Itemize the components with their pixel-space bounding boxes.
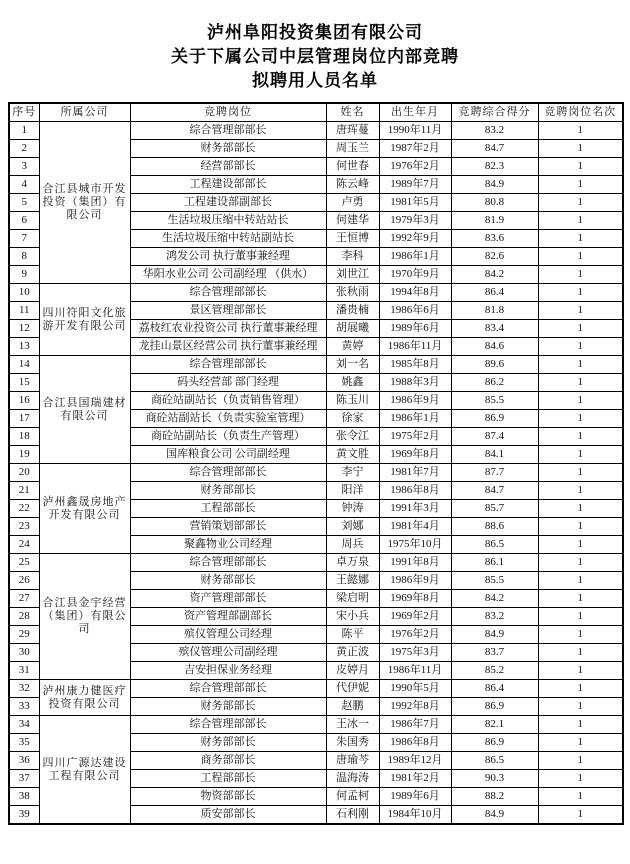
score-cell: 83.4 <box>451 320 538 338</box>
birth-cell: 1991年3月 <box>379 500 451 518</box>
position-cell: 商务部部长 <box>130 752 326 770</box>
serial-cell: 17 <box>9 410 39 428</box>
serial-cell: 18 <box>9 428 39 446</box>
table-row <box>9 464 623 482</box>
score-cell: 86.9 <box>451 410 538 428</box>
name-cell: 宋小兵 <box>326 608 379 626</box>
serial-cell: 1 <box>9 122 39 140</box>
score-cell: 84.7 <box>451 482 538 500</box>
score-cell: 81.9 <box>451 212 538 230</box>
birth-cell: 1986年8月 <box>379 482 451 500</box>
rank-cell: 1 <box>538 806 623 825</box>
position-cell: 国库粮食公司 公司副经理 <box>130 446 326 464</box>
header-cell: 姓名 <box>326 103 379 122</box>
birth-cell: 1981年4月 <box>379 518 451 536</box>
title-line-2: 关于下属公司中层管理岗位内部竞聘 <box>171 47 459 66</box>
serial-cell: 27 <box>9 590 39 608</box>
name-cell: 黄正波 <box>326 644 379 662</box>
rank-cell: 1 <box>538 608 623 626</box>
rank-cell: 1 <box>538 788 623 806</box>
serial-cell: 25 <box>9 554 39 572</box>
name-cell: 李宁 <box>326 464 379 482</box>
position-cell: 工程建设部部长 <box>130 176 326 194</box>
name-cell: 陈云峰 <box>326 176 379 194</box>
birth-cell: 1992年9月 <box>379 230 451 248</box>
rank-cell: 1 <box>538 644 623 662</box>
table-row <box>9 716 623 734</box>
name-cell: 胡展曦 <box>326 320 379 338</box>
company-cell: 泸州康力健医疗投资有限公司 <box>39 680 130 716</box>
birth-cell: 1990年5月 <box>379 680 451 698</box>
position-cell: 财务部部长 <box>130 572 326 590</box>
score-cell: 88.2 <box>451 788 538 806</box>
serial-cell: 15 <box>9 374 39 392</box>
name-cell: 王懿娜 <box>326 572 379 590</box>
position-cell: 龙挂山景区经营公司 执行董事兼经理 <box>130 338 326 356</box>
serial-cell: 36 <box>9 752 39 770</box>
name-cell: 阳洋 <box>326 482 379 500</box>
rank-cell: 1 <box>538 734 623 752</box>
score-cell: 88.6 <box>451 518 538 536</box>
page-title <box>0 21 630 93</box>
rank-cell: 1 <box>538 392 623 410</box>
rank-cell: 1 <box>538 284 623 302</box>
score-cell: 86.1 <box>451 554 538 572</box>
name-cell: 王恒博 <box>326 230 379 248</box>
title-line-1: 泸州阜阳投资集团有限公司 <box>207 23 423 42</box>
position-cell: 鸿发公司 执行董事兼经理 <box>130 248 326 266</box>
table-row <box>9 554 623 572</box>
position-cell: 荔枝红农业投资公司 执行董事兼经理 <box>130 320 326 338</box>
position-cell: 资产管理部副部长 <box>130 608 326 626</box>
table-row <box>9 356 623 374</box>
birth-cell: 1990年11月 <box>379 122 451 140</box>
serial-cell: 31 <box>9 662 39 680</box>
position-cell: 殡仪管理公司副经理 <box>130 644 326 662</box>
birth-cell: 1986年7月 <box>379 716 451 734</box>
name-cell: 何建华 <box>326 212 379 230</box>
serial-cell: 28 <box>9 608 39 626</box>
birth-cell: 1991年8月 <box>379 554 451 572</box>
header-row <box>9 103 623 122</box>
birth-cell: 1989年12月 <box>379 752 451 770</box>
rank-cell: 1 <box>538 320 623 338</box>
position-cell: 工程部部长 <box>130 500 326 518</box>
position-cell: 财务部部长 <box>130 482 326 500</box>
score-cell: 83.2 <box>451 122 538 140</box>
position-cell: 商砼站副站长（负责生产管理） <box>130 428 326 446</box>
position-cell: 华阳水业公司 公司副经理 （供水） <box>130 266 326 284</box>
rank-cell: 1 <box>538 662 623 680</box>
name-cell: 陈平 <box>326 626 379 644</box>
score-cell: 82.6 <box>451 248 538 266</box>
score-cell: 83.2 <box>451 608 538 626</box>
name-cell: 潘贵楠 <box>326 302 379 320</box>
rank-cell: 1 <box>538 194 623 212</box>
position-cell: 财务部部长 <box>130 698 326 716</box>
score-cell: 84.6 <box>451 338 538 356</box>
serial-cell: 19 <box>9 446 39 464</box>
birth-cell: 1975年3月 <box>379 644 451 662</box>
name-cell: 卢勇 <box>326 194 379 212</box>
birth-cell: 1969年8月 <box>379 590 451 608</box>
rank-cell: 1 <box>538 158 623 176</box>
score-cell: 86.2 <box>451 374 538 392</box>
rank-cell: 1 <box>538 446 623 464</box>
birth-cell: 1969年8月 <box>379 446 451 464</box>
rank-cell: 1 <box>538 302 623 320</box>
birth-cell: 1987年2月 <box>379 140 451 158</box>
name-cell: 皮婷月 <box>326 662 379 680</box>
serial-cell: 39 <box>9 806 39 825</box>
score-cell: 86.9 <box>451 734 538 752</box>
birth-cell: 1985年8月 <box>379 356 451 374</box>
position-cell: 资产管理部部长 <box>130 590 326 608</box>
birth-cell: 1975年10月 <box>379 536 451 554</box>
serial-cell: 10 <box>9 284 39 302</box>
company-cell: 四川广源达建设工程有限公司 <box>39 716 130 825</box>
birth-cell: 1989年6月 <box>379 320 451 338</box>
name-cell: 温海涛 <box>326 770 379 788</box>
name-cell: 何孟柯 <box>326 788 379 806</box>
score-cell: 85.7 <box>451 500 538 518</box>
position-cell: 码头经营部 部门经理 <box>130 374 326 392</box>
serial-cell: 34 <box>9 716 39 734</box>
name-cell: 李科 <box>326 248 379 266</box>
header-cell: 出生年月 <box>379 103 451 122</box>
score-cell: 87.7 <box>451 464 538 482</box>
birth-cell: 1981年7月 <box>379 464 451 482</box>
position-cell: 经营部部长 <box>130 158 326 176</box>
serial-cell: 16 <box>9 392 39 410</box>
rank-cell: 1 <box>538 464 623 482</box>
serial-cell: 24 <box>9 536 39 554</box>
birth-cell: 1986年8月 <box>379 734 451 752</box>
birth-cell: 1994年8月 <box>379 284 451 302</box>
rank-cell: 1 <box>538 410 623 428</box>
score-cell: 84.9 <box>451 626 538 644</box>
birth-cell: 1979年3月 <box>379 212 451 230</box>
birth-cell: 1976年2月 <box>379 626 451 644</box>
score-cell: 85.5 <box>451 572 538 590</box>
birth-cell: 1986年9月 <box>379 572 451 590</box>
serial-cell: 5 <box>9 194 39 212</box>
title-line-3: 拟聘用人员名单 <box>252 71 378 90</box>
score-cell: 81.8 <box>451 302 538 320</box>
position-cell: 综合管理部部长 <box>130 122 326 140</box>
table-row <box>9 284 623 302</box>
name-cell: 王冰一 <box>326 716 379 734</box>
score-cell: 90.3 <box>451 770 538 788</box>
rank-cell: 1 <box>538 698 623 716</box>
position-cell: 财务部部长 <box>130 734 326 752</box>
company-cell: 泸州鑫晟房地产开发有限公司 <box>39 464 130 554</box>
serial-cell: 4 <box>9 176 39 194</box>
rank-cell: 1 <box>538 716 623 734</box>
serial-cell: 8 <box>9 248 39 266</box>
name-cell: 刘一名 <box>326 356 379 374</box>
birth-cell: 1970年9月 <box>379 266 451 284</box>
position-cell: 聚鑫物业公司经理 <box>130 536 326 554</box>
rank-cell: 1 <box>538 482 623 500</box>
name-cell: 陈玉川 <box>326 392 379 410</box>
serial-cell: 30 <box>9 644 39 662</box>
name-cell: 徐家 <box>326 410 379 428</box>
birth-cell: 1989年7月 <box>379 176 451 194</box>
serial-cell: 2 <box>9 140 39 158</box>
name-cell: 黄文胜 <box>326 446 379 464</box>
birth-cell: 1981年5月 <box>379 194 451 212</box>
score-cell: 86.5 <box>451 536 538 554</box>
name-cell: 姚鑫 <box>326 374 379 392</box>
position-cell: 商砼站副站长（负责实验室管理） <box>130 410 326 428</box>
rank-cell: 1 <box>538 230 623 248</box>
header-cell: 所属公司 <box>39 103 130 122</box>
rank-cell: 1 <box>538 518 623 536</box>
table-row <box>9 680 623 698</box>
score-cell: 82.3 <box>451 158 538 176</box>
position-cell: 综合管理部部长 <box>130 284 326 302</box>
name-cell: 刘娜 <box>326 518 379 536</box>
score-cell: 83.6 <box>451 230 538 248</box>
birth-cell: 1986年1月 <box>379 410 451 428</box>
name-cell: 周玉兰 <box>326 140 379 158</box>
position-cell: 综合管理部部长 <box>130 356 326 374</box>
birth-cell: 1986年11月 <box>379 338 451 356</box>
score-cell: 87.4 <box>451 428 538 446</box>
serial-cell: 32 <box>9 680 39 698</box>
rank-cell: 1 <box>538 626 623 644</box>
position-cell: 工程部部长 <box>130 770 326 788</box>
serial-cell: 33 <box>9 698 39 716</box>
header-cell: 竞聘综合得分 <box>451 103 538 122</box>
position-cell: 财务部部长 <box>130 140 326 158</box>
company-cell: 四川符阳文化旅游开发有限公司 <box>39 284 130 356</box>
name-cell: 朱国秀 <box>326 734 379 752</box>
serial-cell: 23 <box>9 518 39 536</box>
score-cell: 84.2 <box>451 266 538 284</box>
score-cell: 84.9 <box>451 806 538 825</box>
company-cell: 合江县国瑞建材有限公司 <box>39 356 130 464</box>
serial-cell: 20 <box>9 464 39 482</box>
rank-cell: 1 <box>538 266 623 284</box>
score-cell: 85.5 <box>451 392 538 410</box>
header-cell: 序号 <box>9 103 39 122</box>
rank-cell: 1 <box>538 212 623 230</box>
birth-cell: 1988年3月 <box>379 374 451 392</box>
name-cell: 赵鹏 <box>326 698 379 716</box>
birth-cell: 1992年8月 <box>379 698 451 716</box>
position-cell: 综合管理部部长 <box>130 554 326 572</box>
score-cell: 84.9 <box>451 176 538 194</box>
table-body <box>9 122 623 825</box>
position-cell: 综合管理部部长 <box>130 464 326 482</box>
rank-cell: 1 <box>538 176 623 194</box>
personnel-table <box>8 102 624 825</box>
birth-cell: 1989年6月 <box>379 788 451 806</box>
serial-cell: 3 <box>9 158 39 176</box>
position-cell: 综合管理部部长 <box>130 716 326 734</box>
rank-cell: 1 <box>538 428 623 446</box>
rank-cell: 1 <box>538 770 623 788</box>
rank-cell: 1 <box>538 374 623 392</box>
rank-cell: 1 <box>538 248 623 266</box>
company-cell: 合江县城市开发投资（集团）有限公司 <box>39 122 130 284</box>
birth-cell: 1969年2月 <box>379 608 451 626</box>
score-cell: 84.7 <box>451 140 538 158</box>
rank-cell: 1 <box>538 500 623 518</box>
score-cell: 84.1 <box>451 446 538 464</box>
header-cell: 竞聘岗位名次 <box>538 103 623 122</box>
rank-cell: 1 <box>538 122 623 140</box>
birth-cell: 1976年2月 <box>379 158 451 176</box>
table-row <box>9 122 623 140</box>
rank-cell: 1 <box>538 572 623 590</box>
score-cell: 86.4 <box>451 284 538 302</box>
serial-cell: 21 <box>9 482 39 500</box>
score-cell: 86.9 <box>451 698 538 716</box>
rank-cell: 1 <box>538 338 623 356</box>
birth-cell: 1986年9月 <box>379 392 451 410</box>
rank-cell: 1 <box>538 554 623 572</box>
score-cell: 82.1 <box>451 716 538 734</box>
rank-cell: 1 <box>538 536 623 554</box>
serial-cell: 37 <box>9 770 39 788</box>
name-cell: 张秋雨 <box>326 284 379 302</box>
score-cell: 86.4 <box>451 680 538 698</box>
position-cell: 营销策划部部长 <box>130 518 326 536</box>
name-cell: 黄婷 <box>326 338 379 356</box>
score-cell: 86.5 <box>451 752 538 770</box>
birth-cell: 1984年10月 <box>379 806 451 825</box>
serial-cell: 11 <box>9 302 39 320</box>
score-cell: 89.6 <box>451 356 538 374</box>
name-cell: 何世春 <box>326 158 379 176</box>
serial-cell: 26 <box>9 572 39 590</box>
score-cell: 85.2 <box>451 662 538 680</box>
rank-cell: 1 <box>538 356 623 374</box>
name-cell: 石利刚 <box>326 806 379 825</box>
name-cell: 刘世江 <box>326 266 379 284</box>
name-cell: 代伊妮 <box>326 680 379 698</box>
name-cell: 钟涛 <box>326 500 379 518</box>
birth-cell: 1986年11月 <box>379 662 451 680</box>
birth-cell: 1975年2月 <box>379 428 451 446</box>
name-cell: 卓万泉 <box>326 554 379 572</box>
name-cell: 唐珲蔓 <box>326 122 379 140</box>
birth-cell: 1981年2月 <box>379 770 451 788</box>
serial-cell: 35 <box>9 734 39 752</box>
rank-cell: 1 <box>538 752 623 770</box>
position-cell: 景区管理部部长 <box>130 302 326 320</box>
serial-cell: 29 <box>9 626 39 644</box>
name-cell: 周兵 <box>326 536 379 554</box>
position-cell: 质安部部长 <box>130 806 326 825</box>
name-cell: 梁启明 <box>326 590 379 608</box>
company-cell: 合江县金宇经营（集团）有限公司 <box>39 554 130 680</box>
name-cell: 张令江 <box>326 428 379 446</box>
serial-cell: 9 <box>9 266 39 284</box>
serial-cell: 12 <box>9 320 39 338</box>
score-cell: 84.2 <box>451 590 538 608</box>
position-cell: 综合管理部部长 <box>130 680 326 698</box>
serial-cell: 7 <box>9 230 39 248</box>
serial-cell: 6 <box>9 212 39 230</box>
serial-cell: 13 <box>9 338 39 356</box>
header-cell: 竞聘岗位 <box>130 103 326 122</box>
position-cell: 生活垃圾压缩中转站站长 <box>130 212 326 230</box>
birth-cell: 1986年6月 <box>379 302 451 320</box>
position-cell: 商砼站副站长（负责销售管理） <box>130 392 326 410</box>
score-cell: 80.8 <box>451 194 538 212</box>
name-cell: 唐瑜芩 <box>326 752 379 770</box>
position-cell: 生活垃圾压缩中转站副站长 <box>130 230 326 248</box>
serial-cell: 38 <box>9 788 39 806</box>
serial-cell: 14 <box>9 356 39 374</box>
position-cell: 工程建设部副部长 <box>130 194 326 212</box>
position-cell: 殡仪管理公司经理 <box>130 626 326 644</box>
rank-cell: 1 <box>538 590 623 608</box>
rank-cell: 1 <box>538 680 623 698</box>
rank-cell: 1 <box>538 140 623 158</box>
serial-cell: 22 <box>9 500 39 518</box>
position-cell: 物资部部长 <box>130 788 326 806</box>
birth-cell: 1986年1月 <box>379 248 451 266</box>
position-cell: 吉安担保业务经理 <box>130 662 326 680</box>
score-cell: 83.7 <box>451 644 538 662</box>
